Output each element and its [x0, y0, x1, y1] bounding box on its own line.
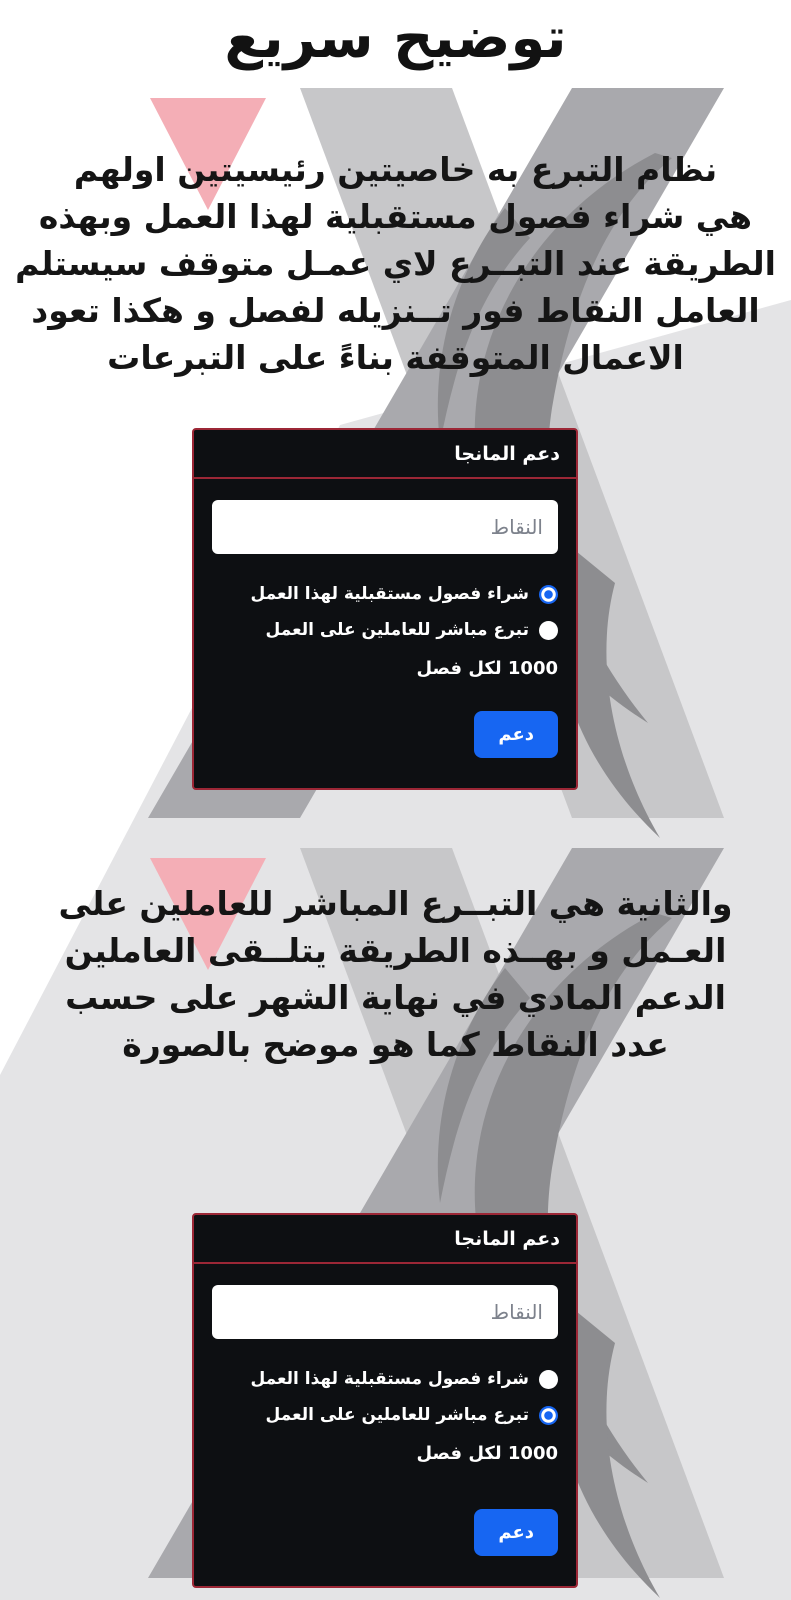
support-button[interactable]: دعم	[474, 1509, 558, 1556]
modal-body	[194, 479, 576, 788]
radio-icon[interactable]	[539, 1370, 558, 1389]
radio-icon[interactable]	[539, 621, 558, 640]
points-input[interactable]	[212, 500, 558, 554]
radio-option-buy-future-chapters[interactable]	[212, 584, 558, 604]
second-line: العـمل و بهــذه الطريقة يتلــقى العاملين	[64, 931, 727, 970]
second-paragraph	[0, 880, 791, 1068]
modal-title: دعم المانجا	[454, 1228, 560, 1250]
intro-line: العامل النقاط فور تــنزيله لفصل و هكذا تعود	[31, 291, 760, 330]
modal-header	[194, 1215, 576, 1264]
radio-option-direct-donation[interactable]	[212, 1405, 558, 1425]
price-note: 1000 لكل فصل	[416, 658, 558, 679]
support-button[interactable]: دعم	[474, 711, 558, 758]
intro-paragraph	[0, 146, 791, 381]
modal-title: دعم المانجا	[454, 443, 560, 465]
intro-line: الطريقة عند التبــرع لاي عمـل متوقف سيستلم	[15, 244, 776, 283]
intro-line: نظام التبرع به خاصيتين رئيسيتين اولهم	[73, 150, 718, 189]
radio-option-direct-donation[interactable]	[212, 620, 558, 640]
radio-icon[interactable]	[539, 585, 558, 604]
price-note: 1000 لكل فصل	[416, 1443, 558, 1464]
radio-option-buy-future-chapters[interactable]	[212, 1369, 558, 1389]
donation-modal-first	[192, 428, 578, 790]
radio-label: شراء فصول مستقبلية لهذا العمل	[250, 1369, 529, 1389]
modal-footer	[212, 1509, 558, 1570]
modal-body	[194, 1264, 576, 1586]
radio-label: شراء فصول مستقبلية لهذا العمل	[250, 584, 529, 604]
second-line: الدعم المادي في نهاية الشهر على حسب	[65, 978, 726, 1017]
modal-header	[194, 430, 576, 479]
second-line: والثانية هي التبــرع المباشر للعاملين على	[58, 884, 733, 923]
intro-line: الاعمال المتوقفة بناءً على التبرعات	[107, 338, 684, 377]
modal-footer	[212, 711, 558, 772]
radio-label: تبرع مباشر للعاملين على العمل	[265, 620, 529, 640]
intro-line: هي شراء فصول مستقبلية لهذا العمل وبهذه	[38, 197, 753, 236]
donation-modal-second	[192, 1213, 578, 1588]
radio-label: تبرع مباشر للعاملين على العمل	[265, 1405, 529, 1425]
points-input[interactable]	[212, 1285, 558, 1339]
page-title: توضيح سريع	[224, 6, 567, 71]
radio-icon[interactable]	[539, 1406, 558, 1425]
second-line: عدد النقاط كما هو موضح بالصورة	[122, 1025, 669, 1064]
